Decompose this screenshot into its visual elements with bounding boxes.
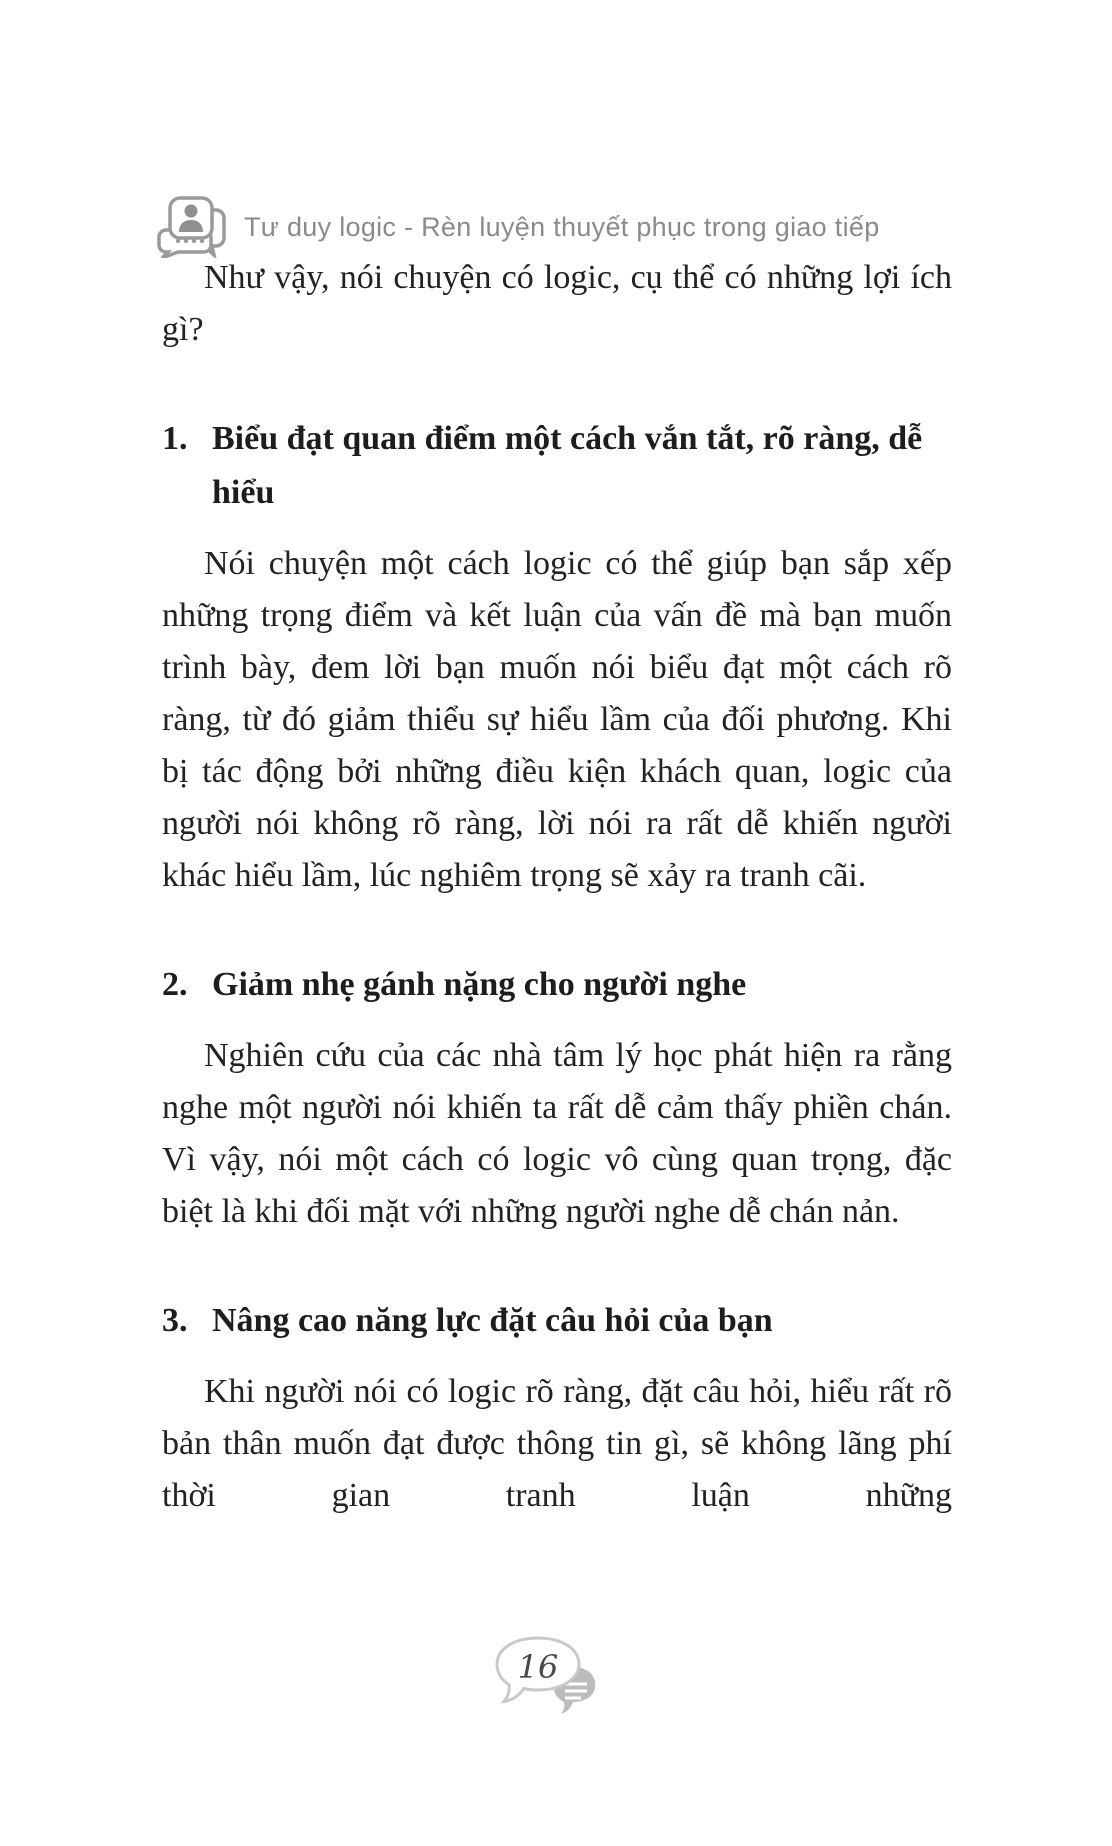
section-3-body: Khi người nói có logic rõ ràng, đặt câu hỏi, hiểu rất rõ bản thân muốn đạt được thông tin gì, sẽ không lãng phí thời gian tranh luận những [162,1373,952,1514]
section-2-title: Giảm nhẹ gánh nặng cho người nghe [212,966,747,1003]
chat-person-icon [148,196,230,258]
page-content [162,252,952,1522]
section-3-heading [162,1294,952,1348]
section-1-number: 1. [162,420,188,457]
section-1-body: Nói chuyện một cách logic có thể giúp bạn sắp xếp những trọng điểm và kết luận của vấn đề mà bạn muốn trình bày, đem lời bạn muốn nói biểu đạt một cách rõ ràng, từ đó giảm thiểu sự hiểu lầm của đối phương. Khi bị tác động bởi những điều kiện khách quan, logic của người nói không rõ ràng, lời nói ra rất dễ khiến người khác hiểu lầm, lúc nghiêm trọng sẽ xảy ra tranh cãi. [162,545,952,894]
section-2-body: Nghiên cứu của các nhà tâm lý học phát hiện ra rằng nghe một người nói khiến ta rất dễ cảm thấy phiền chán. Vì vậy, nói một cách có logic vô cùng quan trọng, đặc biệt là khi đối mặt với những người nghe dễ chán nản. [162,1037,952,1230]
section-2-number: 2. [162,966,188,1003]
section-2 [162,958,952,1238]
page-number: 16 [517,1648,559,1686]
section-1 [162,412,952,902]
section-3 [162,1294,952,1522]
section-1-title: Biểu đạt quan điểm một cách vắn tắt, rõ ràng, dễ hiểu [212,420,923,511]
section-2-heading [162,958,952,1012]
section-3-number: 3. [162,1302,188,1339]
section-3-title: Nâng cao năng lực đặt câu hỏi của bạn [212,1302,773,1339]
page-folio [0,1632,1112,1752]
running-header [148,196,880,258]
section-1-heading [162,412,952,520]
running-header-title: Tư duy logic - Rèn luyện thuyết phục trong giao tiếp [244,211,880,242]
intro-paragraph: Như vậy, nói chuyện có logic, cụ thể có những lợi ích gì? [162,259,952,348]
